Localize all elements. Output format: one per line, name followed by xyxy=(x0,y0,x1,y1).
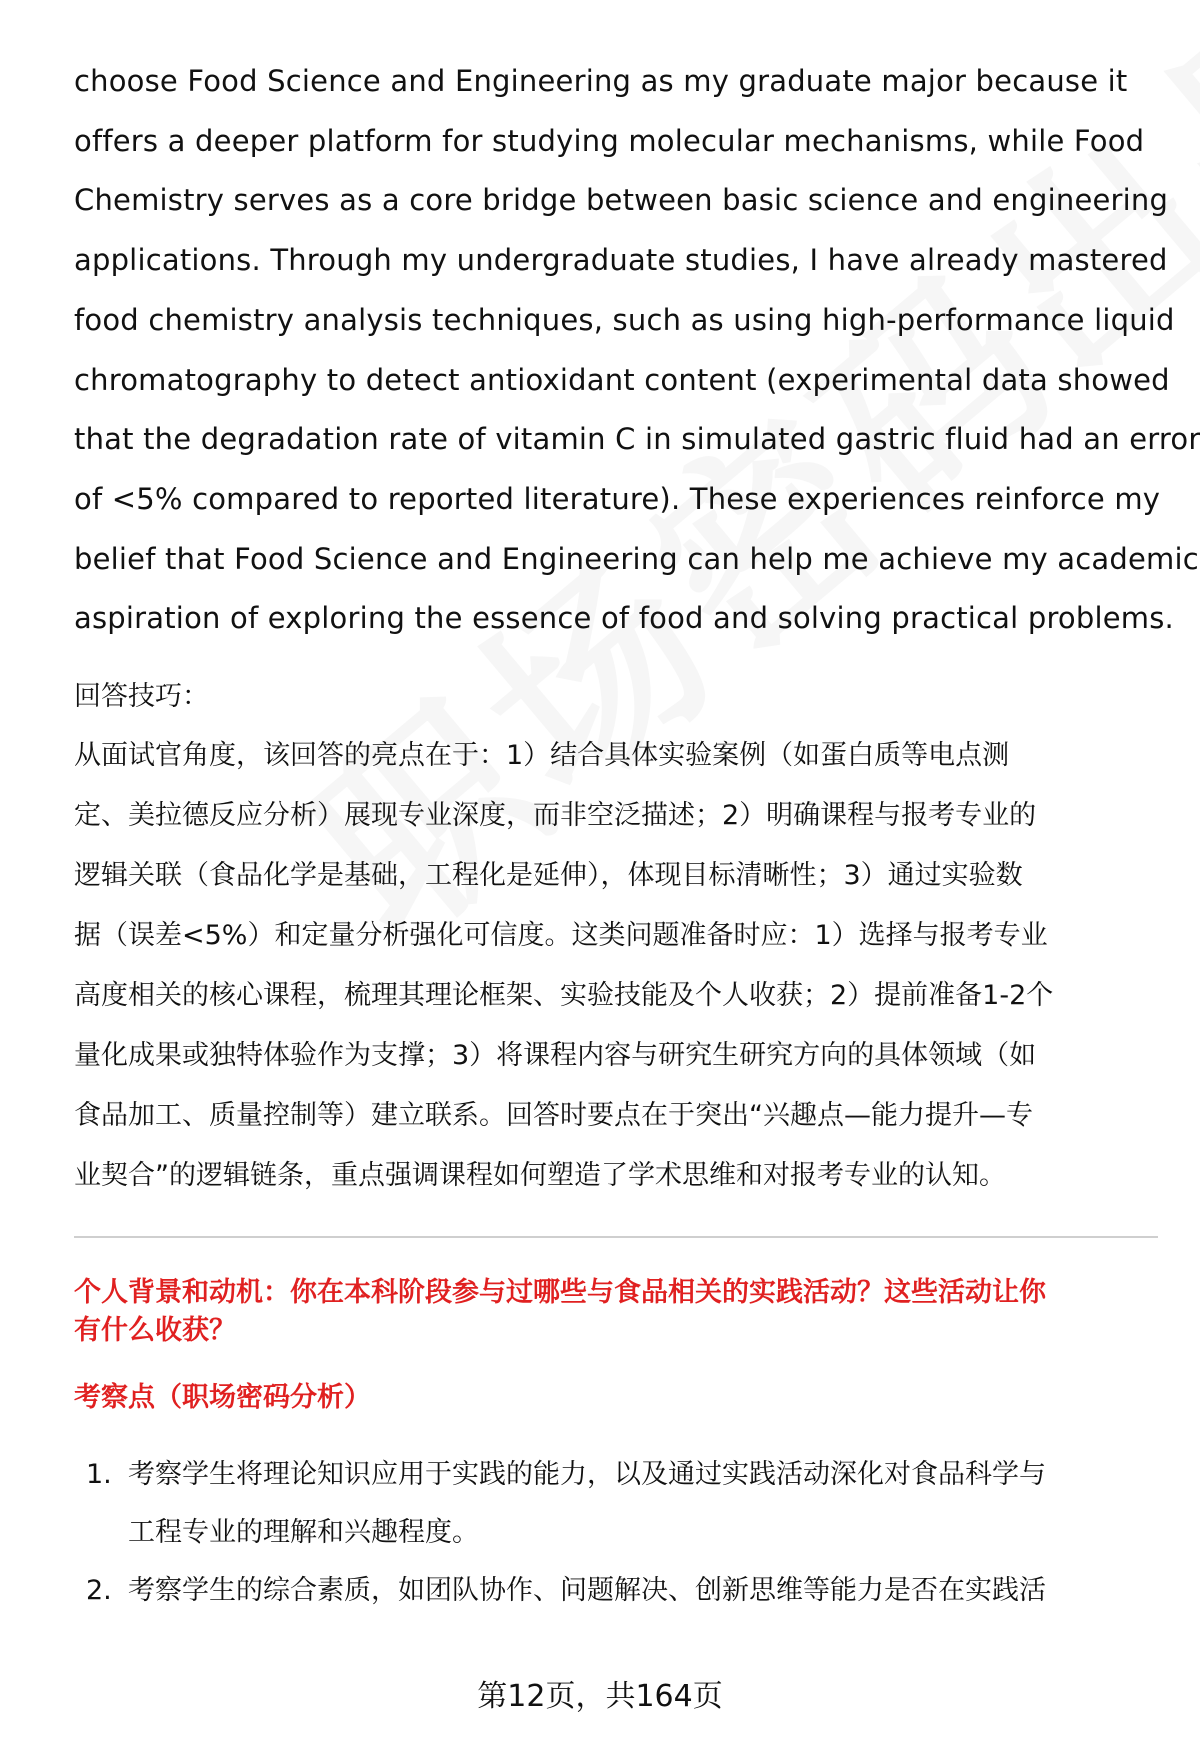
exam-points-heading: 考察点（职场密码分析） xyxy=(74,1382,371,1414)
answer-line: aspiration of exploring the essence of food and solving practical problems. xyxy=(74,601,1174,636)
list-item xyxy=(74,1562,1160,1620)
answer-line: belief that Food Science and Engineering can help me achieve my academic xyxy=(74,541,1199,576)
answer-line: Chemistry serves as a core bridge between basic science and engineering xyxy=(74,183,1169,218)
list-number: 2. xyxy=(86,1575,112,1607)
tips-line: 据（误差<5%）和定量分析强化可信度。这类问题准备时应：1）选择与报考专业 xyxy=(74,920,1048,952)
document-page xyxy=(74,52,1200,1620)
question-heading xyxy=(74,1274,1160,1350)
answer-line: choose Food Science and Engineering as my graduate major because it xyxy=(74,64,1128,98)
list-item-line: 考察学生的综合素质，如团队协作、问题解决、创新思维等能力是否在实践活 xyxy=(128,1575,1046,1607)
tips-line: 高度相关的核心课程，梳理其理论框架、实验技能及个人收获；2）提前准备1-2个 xyxy=(74,980,1054,1012)
list-number: 1. xyxy=(86,1459,112,1491)
answer-line: offers a deeper platform for studying molecular mechanisms, while Food xyxy=(74,123,1145,158)
tips-line: 定、美拉德反应分析）展现专业深度，而非空泛描述；2）明确课程与报考专业的 xyxy=(74,800,1037,832)
question-line: 个人背景和动机：你在本科阶段参与过哪些与食品相关的实践活动？这些活动让你 xyxy=(74,1277,1046,1309)
answer-line: of <5% compared to reported literature). These experiences reinforce my xyxy=(74,481,1161,516)
tips-body xyxy=(74,726,1160,1206)
tips-heading: 回答技巧： xyxy=(74,681,209,713)
answer-line: that the degradation rate of vitamin C in simulated gastric fluid had an error xyxy=(74,422,1200,457)
list-item xyxy=(74,1446,1160,1562)
section-divider xyxy=(74,1236,1158,1238)
page-footer: 第12页，共164页 xyxy=(477,1679,723,1714)
answer-paragraph xyxy=(74,52,1200,649)
question-line: 有什么收获？ xyxy=(74,1315,236,1347)
answer-line: chromatography to detect antioxidant content (experimental data showed xyxy=(74,362,1170,397)
list-item-line: 工程专业的理解和兴趣程度。 xyxy=(128,1517,479,1549)
tips-line: 逻辑关联（食品化学是基础，工程化是延伸），体现目标清晰性；3）通过实验数 xyxy=(74,860,1023,892)
answer-line: applications. Through my undergraduate studies, I have already mastered xyxy=(74,243,1168,278)
answer-line: food chemistry analysis techniques, such as using high-performance liquid xyxy=(74,302,1175,337)
tips-line: 从面试官角度，该回答的亮点在于：1）结合具体实验案例（如蛋白质等电点测 xyxy=(74,740,1010,772)
tips-line: 食品加工、质量控制等）建立联系。回答时要点在于突出“兴趣点—能力提升—专 xyxy=(74,1100,1033,1132)
tips-line: 业契合”的逻辑链条，重点强调课程如何塑造了学术思维和对报考专业的认知。 xyxy=(74,1160,1006,1192)
list-item-line: 考察学生将理论知识应用于实践的能力，以及通过实践活动深化对食品科学与 xyxy=(128,1459,1046,1491)
answer-tips-section xyxy=(74,668,1160,1206)
exam-points-list xyxy=(74,1446,1160,1620)
tips-line: 量化成果或独特体验作为支撑；3）将课程内容与研究生研究方向的具体领域（如 xyxy=(74,1040,1037,1072)
